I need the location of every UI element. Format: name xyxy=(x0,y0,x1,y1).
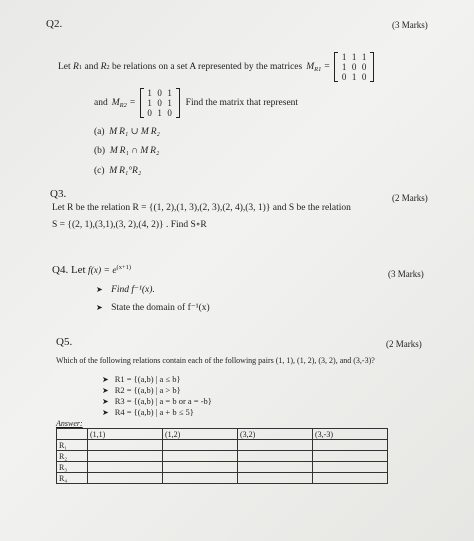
table-row xyxy=(57,440,388,451)
matrix-entry: 0 xyxy=(361,62,367,72)
matrix-entry: 0 xyxy=(341,72,347,82)
q2-part-c xyxy=(94,166,141,176)
r2-symbol: R xyxy=(100,62,107,72)
row-label: R₄ xyxy=(57,473,88,484)
r1-symbol: R xyxy=(73,62,79,72)
q3-marks: (2 Marks) xyxy=(392,193,428,203)
matrix-entry: 1 xyxy=(351,72,357,82)
matrix-entry: 1 xyxy=(341,62,347,72)
matrix-entry: 1 xyxy=(147,98,152,108)
row-label: R₂ xyxy=(57,451,88,462)
q2-part-b xyxy=(94,146,159,156)
q4-item1 xyxy=(96,284,155,295)
matrix-entry: 1 xyxy=(147,88,152,98)
matrix-entry: 1 xyxy=(351,52,357,62)
answer-table-header: (3,-3) xyxy=(313,429,388,440)
mr1-symbol: $M_{R1}$ = xyxy=(306,61,331,73)
answer-cell[interactable] xyxy=(313,462,388,473)
relation-r3: ➤ R3 = {(a,b) | a = b or a = -b} xyxy=(102,396,212,406)
answer-cell[interactable] xyxy=(88,440,163,451)
matrix-entry: 0 xyxy=(351,62,357,72)
relation-r2: ➤ R2 = {(a,b) | a > b} xyxy=(102,385,181,395)
part-a-label: (a) xyxy=(94,127,105,137)
arrow-bullet-icon: ➤ xyxy=(102,397,109,406)
q2-intro-text: be relations on a set A represented by the matrices xyxy=(112,62,303,72)
q3-line1: Let R be the relation R = {(1, 2),(1, 3),(2, 3),(2, 4),(3, 1)} and S be the relation xyxy=(52,203,351,213)
answer-cell[interactable] xyxy=(313,440,388,451)
answer-table xyxy=(56,428,388,484)
part-b-text: M R₁ ∩ M R₂ xyxy=(109,146,160,156)
answer-label: Answer: xyxy=(56,419,83,428)
matrix-entry: 1 xyxy=(167,98,172,108)
answer-cell[interactable] xyxy=(163,451,238,462)
matrix-entry: 0 xyxy=(147,108,152,118)
answer-cell[interactable] xyxy=(238,462,313,473)
relation-r1: ➤ R1 = {(a,b) | a ≤ b} xyxy=(102,374,181,384)
answer-cell[interactable] xyxy=(238,473,313,484)
matrix-r2 xyxy=(140,88,180,118)
q5-question: Which of the following relations contain each of the following pairs (1, 1), (1, 2), (3, 2), and (3,-3)? xyxy=(56,356,375,365)
mr2-symbol: $M_{R2}$ = xyxy=(111,97,136,109)
q5-label: Q5. xyxy=(56,336,73,348)
answer-table-header: (3,2) xyxy=(238,429,313,440)
answer-cell[interactable] xyxy=(163,440,238,451)
answer-cell[interactable] xyxy=(238,451,313,462)
table-row xyxy=(57,462,388,473)
answer-table-corner xyxy=(57,429,88,440)
answer-table-header: (1,2) xyxy=(163,429,238,440)
row-label: R₃ xyxy=(57,462,88,473)
part-c-label: (c) xyxy=(94,166,105,176)
q4-label: Q4. Let xyxy=(52,264,86,276)
relation-r4: ➤ R4 = {(a,b) | a + b ≤ 5} xyxy=(102,407,194,417)
arrow-bullet-icon: ➤ xyxy=(96,285,103,294)
q2-find-text: Find the matrix that represent xyxy=(185,98,299,108)
q2-part-a xyxy=(94,126,160,137)
arrow-bullet-icon: ➤ xyxy=(96,303,103,312)
answer-cell[interactable] xyxy=(88,462,163,473)
and-word: and xyxy=(82,62,101,72)
answer-cell[interactable] xyxy=(163,462,238,473)
q3-label: Q3. xyxy=(50,188,67,200)
arrow-bullet-icon: ➤ xyxy=(102,375,109,384)
part-c-text: M R₁°R₂ xyxy=(109,166,142,176)
answer-cell[interactable] xyxy=(88,473,163,484)
q4-item2 xyxy=(96,302,210,313)
q4-statement xyxy=(52,264,131,276)
answer-cell[interactable] xyxy=(313,473,388,484)
q3-line2: S = {(2, 1),(3,1),(3, 2),(4, 2)} . Find S∘R xyxy=(52,220,207,230)
matrix-entry: 0 xyxy=(361,72,367,82)
matrix-r1 xyxy=(334,52,374,82)
q4-function: f(x) = e xyxy=(87,266,117,276)
matrix-entry: 0 xyxy=(167,108,172,118)
row-label: R₁ xyxy=(57,440,88,451)
q2-second-line xyxy=(94,88,298,118)
answer-table-header: (1,1) xyxy=(88,429,163,440)
matrix-entry: 1 xyxy=(341,52,347,62)
matrix-entry: 1 xyxy=(167,88,172,98)
part-a-text: M R₁ ∪ M R₂ xyxy=(109,127,160,137)
table-row xyxy=(57,473,388,484)
q4-marks: (3 Marks) xyxy=(388,269,424,279)
table-row xyxy=(57,451,388,462)
matrix-entry: 0 xyxy=(157,88,162,98)
answer-cell[interactable] xyxy=(238,440,313,451)
q2-intro-line: Let R 1 and R 2 be relations on a set A represented by the matrices $M_{R1}$ = 1 1 1 1 0 0 0 1 0 xyxy=(58,52,374,82)
arrow-bullet-icon: ➤ xyxy=(102,386,109,395)
q2-marks: (3 Marks) xyxy=(392,20,428,30)
matrix-entry: 1 xyxy=(157,108,162,118)
matrix-entry: 0 xyxy=(157,98,162,108)
q4-exponent: (x+1) xyxy=(116,264,132,271)
q4-item2-text: State the domain of f⁻¹(x) xyxy=(111,303,210,313)
q4-item1-text: Find f⁻¹(x). xyxy=(111,285,155,295)
answer-table-header-row xyxy=(57,429,388,440)
q2-let: Let xyxy=(58,62,74,72)
answer-cell[interactable] xyxy=(163,473,238,484)
answer-cell[interactable] xyxy=(313,451,388,462)
matrix-entry: 1 xyxy=(361,52,367,62)
q2-and: and xyxy=(94,98,108,108)
q5-marks: (2 Marks) xyxy=(386,339,422,349)
q5-relation-list xyxy=(102,374,212,418)
q2-label: Q2. xyxy=(46,18,63,30)
part-b-label: (b) xyxy=(94,146,106,156)
arrow-bullet-icon: ➤ xyxy=(102,408,109,417)
answer-cell[interactable] xyxy=(88,451,163,462)
